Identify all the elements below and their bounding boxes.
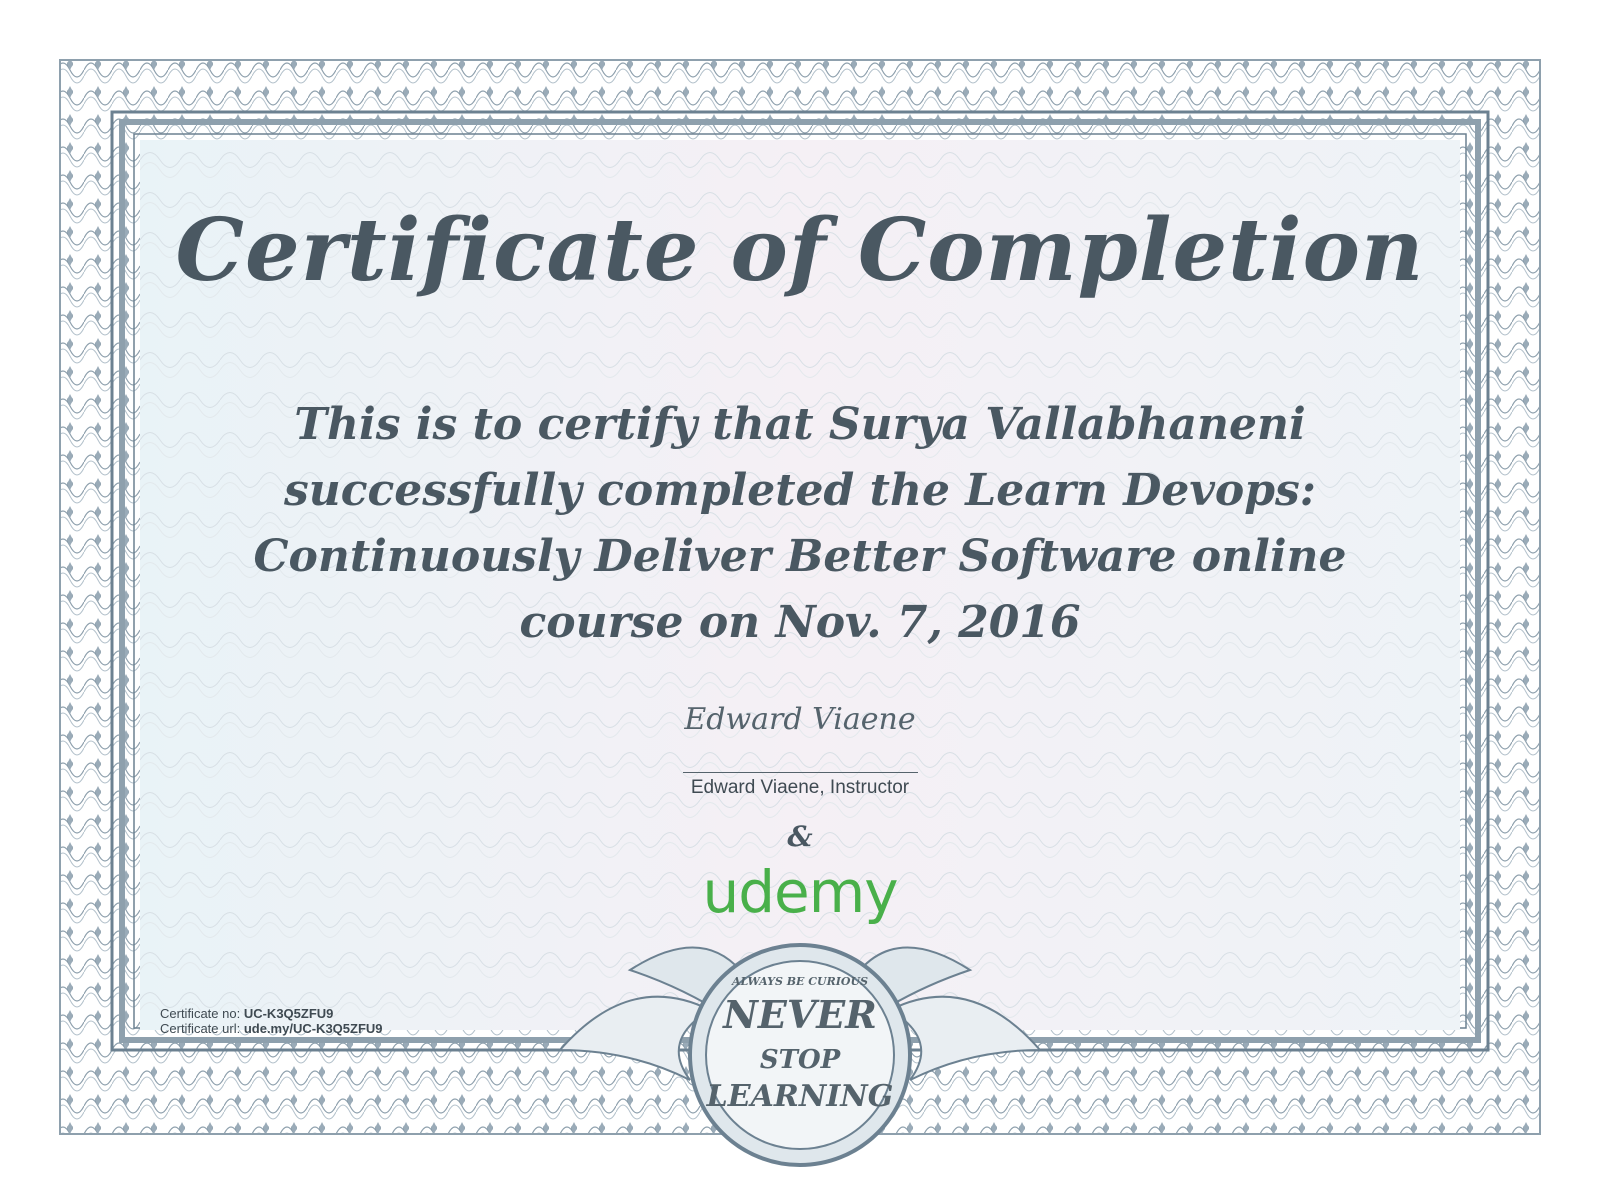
signature-line bbox=[683, 772, 918, 773]
body-line-1: This is to certify that Surya Vallabhaneni bbox=[294, 399, 1306, 450]
certificate-url-label: Certificate url: bbox=[160, 1021, 241, 1036]
seal-line-1: NEVER bbox=[723, 992, 877, 1037]
certificate-info bbox=[160, 1006, 383, 1036]
certificate-url-row bbox=[160, 1021, 383, 1036]
never-stop-learning-seal bbox=[540, 930, 1060, 1180]
seal-line-3: LEARNING bbox=[706, 1079, 894, 1114]
body-line-3: Continuously Deliver Better Software online bbox=[253, 531, 1347, 582]
certificate-number: UC-K3Q5ZFU9 bbox=[243, 1006, 334, 1021]
body-line-4: course on Nov. 7, 2016 bbox=[519, 597, 1081, 648]
certificate-number-label: Certificate no: bbox=[160, 1006, 241, 1021]
certificate-title: Certificate of Completion bbox=[175, 200, 1425, 301]
certificate-number-row bbox=[160, 1006, 383, 1021]
certificate-body bbox=[220, 392, 1380, 656]
body-line-2: successfully completed the Learn Devops: bbox=[283, 465, 1317, 516]
seal-line-2: STOP bbox=[759, 1045, 841, 1075]
seal-top-text: ALWAYS BE CURIOUS bbox=[731, 975, 869, 988]
signature-caption: Edward Viaene, Instructor bbox=[690, 777, 910, 798]
udemy-logo: udemy bbox=[702, 858, 898, 926]
certificate-url[interactable]: ude.my/UC-K3Q5ZFU9 bbox=[243, 1021, 383, 1036]
instructor-signature: Edward Viaene bbox=[684, 702, 916, 737]
ampersand: & bbox=[787, 820, 813, 853]
